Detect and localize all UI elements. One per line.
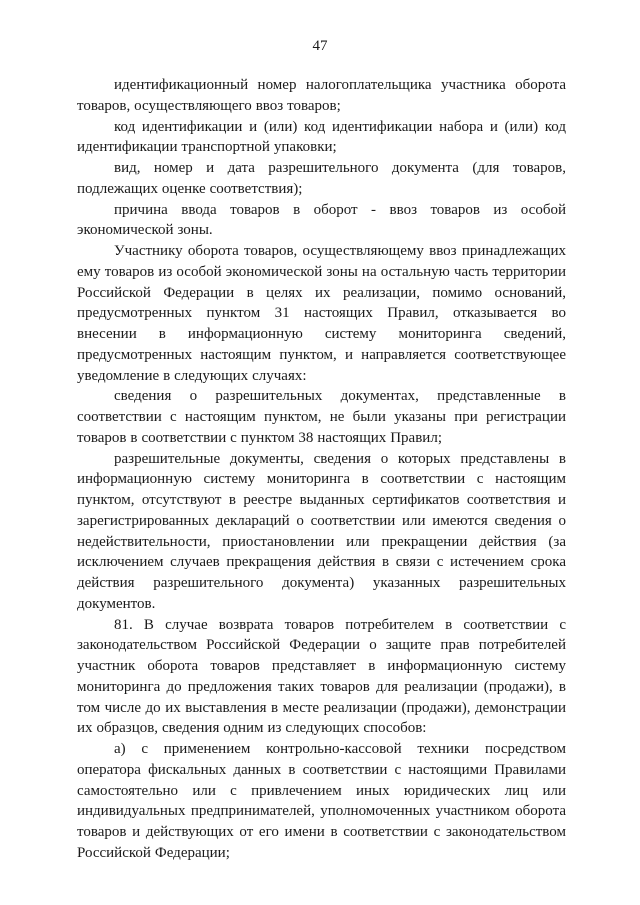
paragraph-case-not-specified: сведения о разрешительных документах, представленные в соответствии с настоящим пунктом, не были указаны при регистрации товаров в соответствии с пунктом 38 настоящих Правил; <box>77 388 566 446</box>
paragraph-case-invalid-documents: разрешительные документы, сведения о которых представлены в информационную систему мониторинга в соответствии с настоящим пунктом, отсутствуют в реестре выданных сертификатов соответствия и зарегистрированных деклараций о соответствии или имеются сведения о недействительности, приостановлении или прекращении действия (за исключением случаев прекращения действия в связи с истечением срока действия разрешительного документа) указанных разрешительных документов. <box>77 450 566 612</box>
paragraph-clause-81: 81. В случае возврата товаров потребителем в соответствии с законодательством Российской Федерации о защите прав потребителей участник оборота товаров представляет в информационную систему мониторинга до предложения таких товаров для реализации (продажи), в том числе до их выставления в месте реализации (продажи), демонстрации их образцов, сведения одним из следующих способов: <box>77 616 566 737</box>
paragraph-identification-code: код идентификации и (или) код идентификации набора и (или) код идентификации транспортной упаковки; <box>77 118 566 156</box>
paragraph-refusal-grounds: Участнику оборота товаров, осуществляющему ввоз принадлежащих ему товаров из особой экономической зоны на остальную часть территории Российской Федерации в целях их реализации, помимо оснований, предусмотренных пунктом 31 настоящих Правил, отказывается во внесении в информационную систему мониторинга сведений, предусмотренных настоящим пунктом, и направляется соответствующее уведомление в следующих случаях: <box>77 243 566 384</box>
document-body <box>77 75 566 864</box>
page-number: 47 <box>312 38 328 54</box>
paragraph-subclause-a: а) с применением контрольно-кассовой техники посредством оператора фискальных данных в соответствии с настоящими Правилами самостоятельно или с привлечением иных юридических лиц или индивидуальных предпринимателей, уполномоченных участником оборота товаров и действующих от его имени в соответствии с законодательством Российской Федерации; <box>77 741 566 861</box>
paragraph-circulation-reason: причина ввода товаров в оборот - ввоз товаров из особой экономической зоны. <box>77 201 566 239</box>
paragraph-taxpayer-id: идентификационный номер налогоплательщика участника оборота товаров, осуществляющего ввоз товаров; <box>77 77 566 114</box>
paragraph-permit-document: вид, номер и дата разрешительного документа (для товаров, подлежащих оценке соответствия); <box>77 160 566 197</box>
